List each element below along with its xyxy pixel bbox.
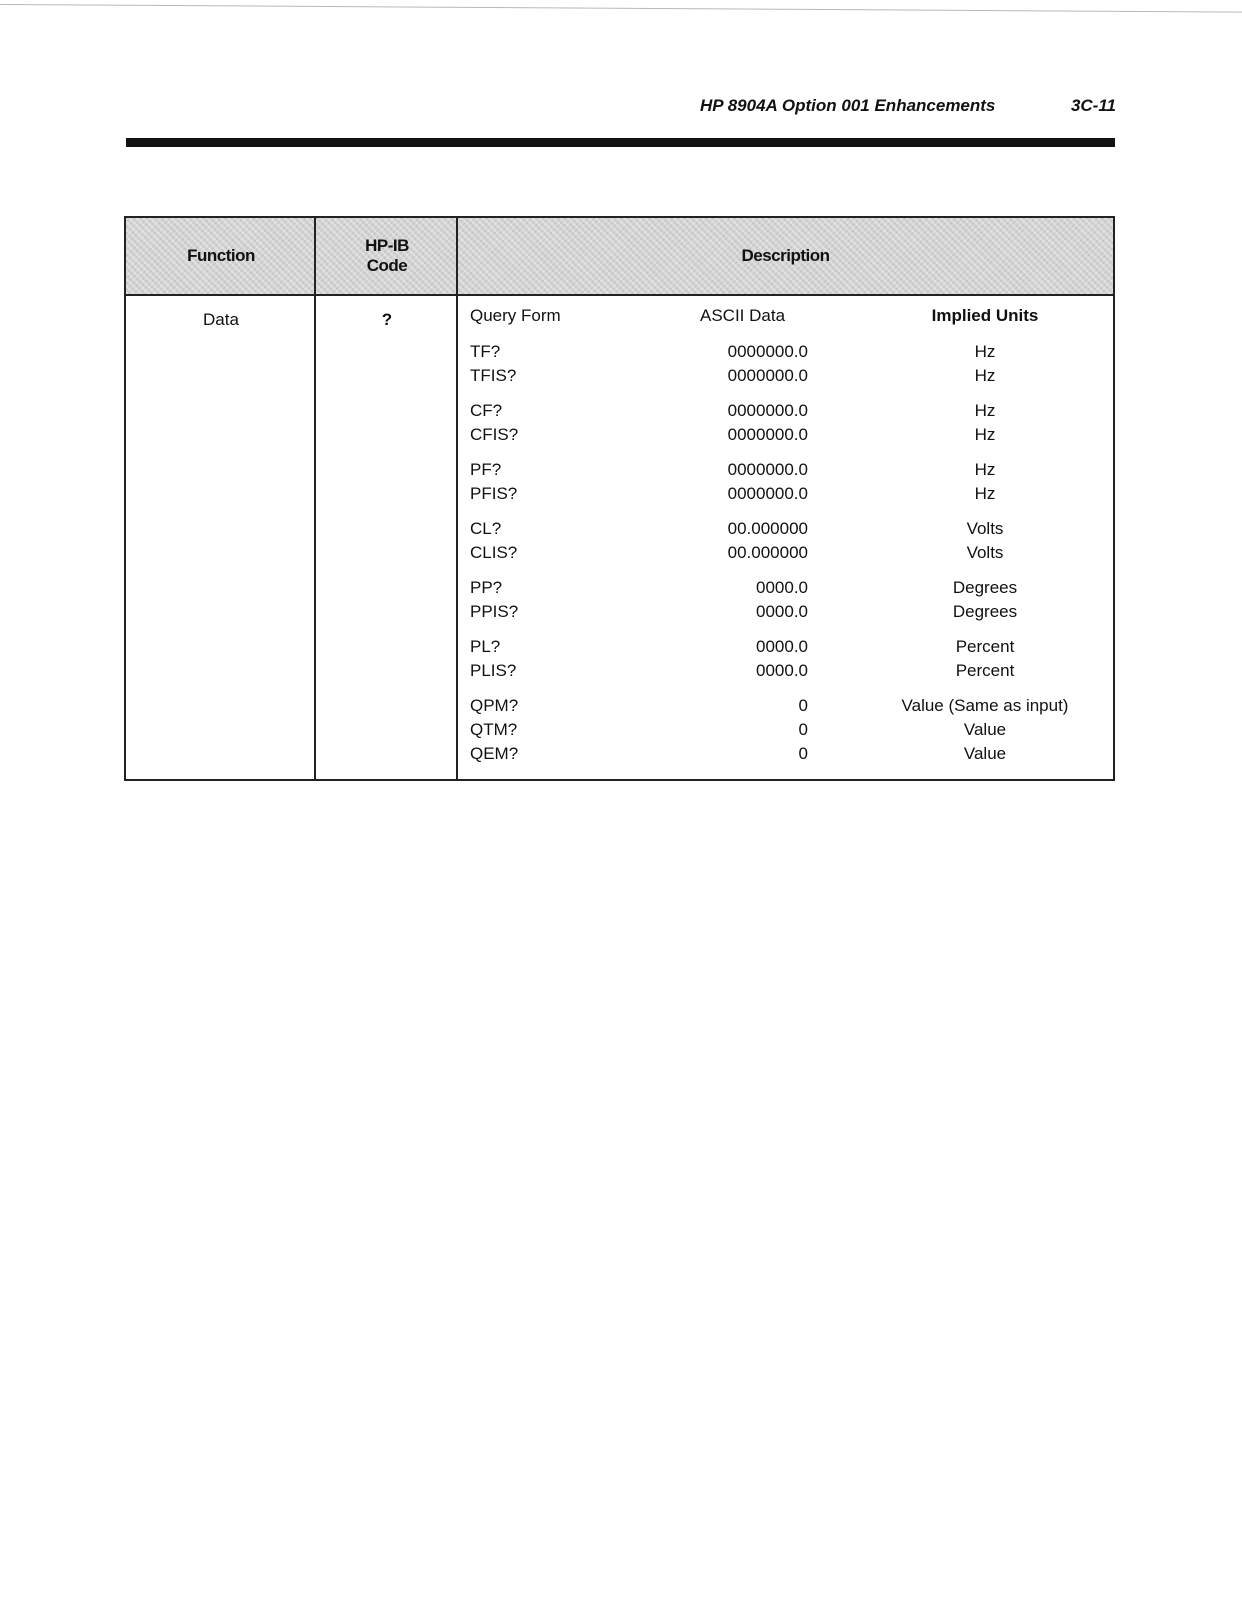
implied-units: Hz bbox=[974, 425, 996, 444]
implied-units: Value bbox=[963, 744, 1007, 763]
group-spacer bbox=[458, 330, 1113, 342]
group-spacer bbox=[458, 626, 1113, 637]
query-form: TFIS? bbox=[470, 366, 517, 385]
query-form: PLIS? bbox=[470, 661, 517, 680]
subheader-implied-units: Implied Units bbox=[931, 306, 1039, 325]
implied-units: Percent bbox=[955, 637, 1015, 656]
group-spacer bbox=[458, 449, 1113, 460]
ascii-data: 00.000000 bbox=[727, 543, 808, 562]
group-spacer bbox=[458, 508, 1113, 519]
implied-units: Hz bbox=[974, 484, 996, 503]
ascii-data: 0000000.0 bbox=[727, 460, 808, 479]
implied-units: Hz bbox=[974, 342, 996, 361]
ascii-data: 0000000.0 bbox=[727, 366, 808, 385]
ascii-data: 0 bbox=[798, 696, 808, 715]
header-description-label: Description bbox=[741, 246, 830, 265]
table-row bbox=[458, 637, 1113, 661]
table-row bbox=[458, 602, 1113, 626]
query-group bbox=[458, 696, 1113, 768]
page-number: 3C-11 bbox=[1070, 96, 1116, 115]
implied-units: Degrees bbox=[952, 578, 1018, 597]
query-form: PPIS? bbox=[470, 602, 519, 621]
query-group bbox=[458, 460, 1113, 508]
command-table bbox=[124, 216, 1115, 781]
table-row bbox=[458, 366, 1113, 390]
group-spacer bbox=[458, 685, 1113, 696]
query-groups bbox=[458, 330, 1113, 768]
table-row bbox=[458, 484, 1113, 508]
implied-units: Hz bbox=[974, 401, 996, 420]
query-group bbox=[458, 342, 1113, 390]
running-head bbox=[700, 96, 1116, 120]
table-header-row bbox=[126, 218, 1113, 296]
group-spacer bbox=[458, 567, 1113, 578]
implied-units: Value (Same as input) bbox=[901, 696, 1069, 715]
table-row bbox=[458, 401, 1113, 425]
implied-units: Volts bbox=[966, 543, 1004, 562]
header-hpib-line1: HP-IB bbox=[365, 236, 409, 255]
hpib-code-cell: ? bbox=[381, 310, 393, 329]
table-row bbox=[458, 543, 1113, 567]
ascii-data: 0 bbox=[798, 720, 808, 739]
table-row bbox=[458, 425, 1113, 449]
header-function-label: Function bbox=[187, 246, 255, 265]
scan-edge-line bbox=[0, 4, 1242, 13]
section-title: HP 8904A Option 001 Enhancements bbox=[700, 96, 996, 115]
description-cell bbox=[458, 306, 1113, 768]
header-rule bbox=[126, 138, 1115, 147]
implied-units: Hz bbox=[974, 366, 996, 385]
group-spacer bbox=[458, 390, 1113, 401]
implied-units: Volts bbox=[966, 519, 1004, 538]
query-form: PF? bbox=[470, 460, 502, 479]
ascii-data: 0000.0 bbox=[756, 637, 808, 656]
function-cell: Data bbox=[203, 310, 239, 329]
description-subheader-row bbox=[458, 306, 1113, 330]
subheader-query-form: Query Form bbox=[470, 306, 561, 325]
ascii-data: 0000000.0 bbox=[727, 425, 808, 444]
subheader-ascii-data: ASCII Data bbox=[700, 306, 786, 325]
query-form: PL? bbox=[470, 637, 501, 656]
query-form: CF? bbox=[470, 401, 503, 420]
ascii-data: 0000000.0 bbox=[727, 401, 808, 420]
ascii-data: 00.000000 bbox=[727, 519, 808, 538]
table-row bbox=[458, 519, 1113, 543]
ascii-data: 0000000.0 bbox=[727, 484, 808, 503]
query-form: QPM? bbox=[470, 696, 519, 715]
header-hpib-code bbox=[316, 218, 458, 294]
table-row bbox=[458, 460, 1113, 484]
query-form: CLIS? bbox=[470, 543, 518, 562]
implied-units: Value bbox=[963, 720, 1007, 739]
column-divider-1 bbox=[314, 218, 316, 779]
ascii-data: 0000.0 bbox=[756, 578, 808, 597]
query-form: CFIS? bbox=[470, 425, 519, 444]
table-row bbox=[458, 342, 1113, 366]
table-row bbox=[458, 578, 1113, 602]
table-row bbox=[458, 744, 1113, 768]
query-group bbox=[458, 578, 1113, 626]
header-function bbox=[126, 218, 316, 294]
query-form: QTM? bbox=[470, 720, 518, 739]
implied-units: Percent bbox=[955, 661, 1015, 680]
header-hpib-line2: Code bbox=[366, 256, 408, 275]
query-form: QEM? bbox=[470, 744, 519, 763]
ascii-data: 0000.0 bbox=[756, 661, 808, 680]
query-form: PP? bbox=[470, 578, 503, 597]
query-group bbox=[458, 519, 1113, 567]
ascii-data: 0000.0 bbox=[756, 602, 808, 621]
ascii-data: 0 bbox=[798, 744, 808, 763]
table-row bbox=[458, 720, 1113, 744]
query-group bbox=[458, 637, 1113, 685]
query-form: CL? bbox=[470, 519, 502, 538]
implied-units: Degrees bbox=[952, 602, 1018, 621]
table-row bbox=[458, 696, 1113, 720]
implied-units: Hz bbox=[974, 460, 996, 479]
header-description bbox=[458, 218, 1113, 294]
query-form: PFIS? bbox=[470, 484, 518, 503]
query-form: TF? bbox=[470, 342, 501, 361]
query-group bbox=[458, 401, 1113, 449]
table-row bbox=[458, 661, 1113, 685]
ascii-data: 0000000.0 bbox=[727, 342, 808, 361]
